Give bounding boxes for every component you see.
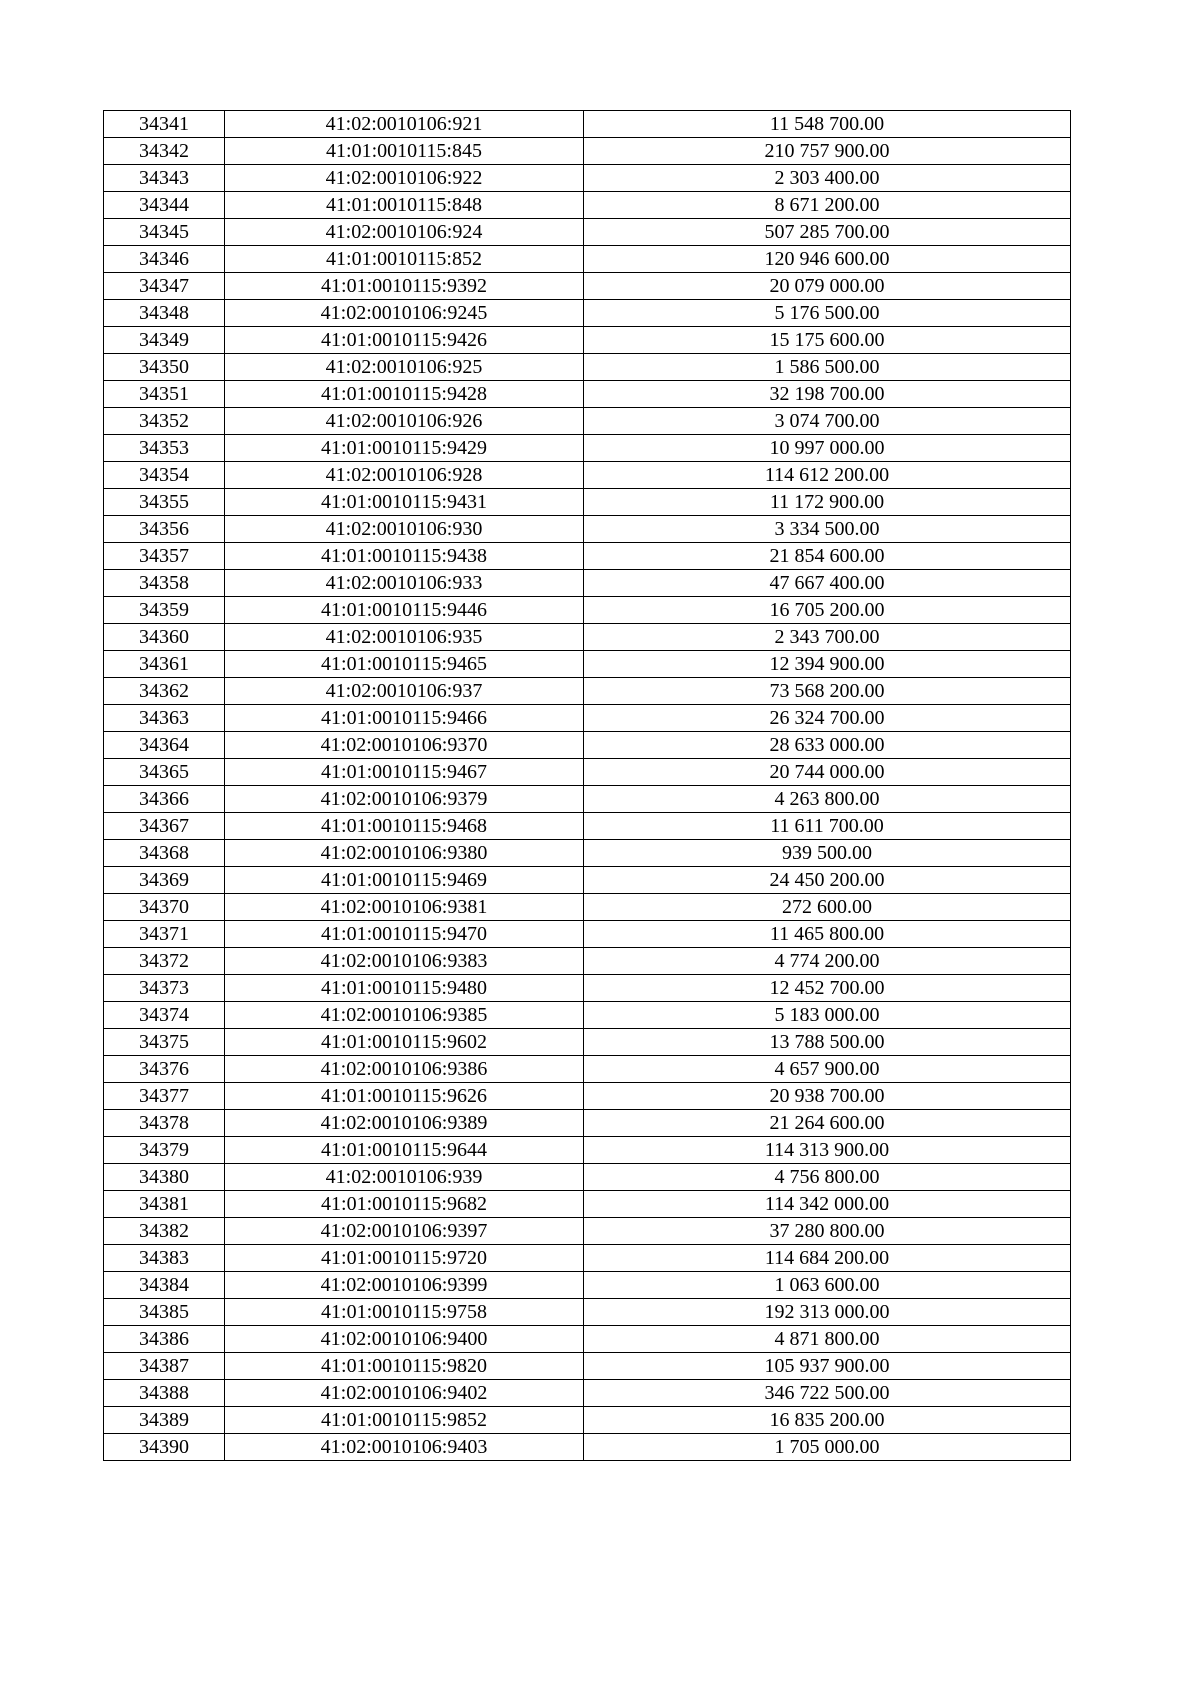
cadastral-number-cell: 41:01:0010115:9720 (225, 1245, 584, 1272)
cadastral-number-cell: 41:01:0010115:9428 (225, 381, 584, 408)
table-row (104, 1056, 1071, 1083)
cadastral-number-cell: 41:02:0010106:930 (225, 516, 584, 543)
cadastral-number-cell: 41:02:0010106:937 (225, 678, 584, 705)
row-number-cell: 34377 (104, 1083, 225, 1110)
table-row (104, 1326, 1071, 1353)
row-number-cell: 34374 (104, 1002, 225, 1029)
cadastral-value-cell: 272 600.00 (584, 894, 1071, 921)
row-number-cell: 34379 (104, 1137, 225, 1164)
row-number-cell: 34373 (104, 975, 225, 1002)
cadastral-number-cell: 41:02:0010106:939 (225, 1164, 584, 1191)
table-row (104, 408, 1071, 435)
row-number-cell: 34359 (104, 597, 225, 624)
cadastral-number-cell: 41:01:0010115:9467 (225, 759, 584, 786)
table-row (104, 1380, 1071, 1407)
cadastral-number-cell: 41:01:0010115:9392 (225, 273, 584, 300)
cadastral-value-cell: 3 334 500.00 (584, 516, 1071, 543)
table-row (104, 435, 1071, 462)
row-number-cell: 34368 (104, 840, 225, 867)
cadastral-number-cell: 41:02:0010106:9389 (225, 1110, 584, 1137)
row-number-cell: 34341 (104, 111, 225, 138)
cadastral-number-cell: 41:02:0010106:935 (225, 624, 584, 651)
table-row (104, 543, 1071, 570)
cadastral-value-cell: 1 705 000.00 (584, 1434, 1071, 1461)
cadastral-number-cell: 41:02:0010106:922 (225, 165, 584, 192)
cadastral-number-cell: 41:02:0010106:9403 (225, 1434, 584, 1461)
row-number-cell: 34360 (104, 624, 225, 651)
table-row (104, 111, 1071, 138)
cadastral-value-cell: 12 452 700.00 (584, 975, 1071, 1002)
table-row (104, 894, 1071, 921)
table-row (104, 1029, 1071, 1056)
table-row (104, 867, 1071, 894)
table-row (104, 732, 1071, 759)
cadastral-value-cell: 114 684 200.00 (584, 1245, 1071, 1272)
row-number-cell: 34362 (104, 678, 225, 705)
table-row (104, 516, 1071, 543)
cadastral-value-cell: 5 176 500.00 (584, 300, 1071, 327)
table-row (104, 921, 1071, 948)
cadastral-number-cell: 41:02:0010106:9385 (225, 1002, 584, 1029)
cadastral-number-cell: 41:01:0010115:9446 (225, 597, 584, 624)
row-number-cell: 34342 (104, 138, 225, 165)
cadastral-value-cell: 4 871 800.00 (584, 1326, 1071, 1353)
cadastral-number-cell: 41:01:0010115:9820 (225, 1353, 584, 1380)
cadastral-value-cell: 210 757 900.00 (584, 138, 1071, 165)
table-row (104, 813, 1071, 840)
cadastral-value-cell: 114 342 000.00 (584, 1191, 1071, 1218)
table-row (104, 1218, 1071, 1245)
cadastral-number-cell: 41:01:0010115:848 (225, 192, 584, 219)
row-number-cell: 34383 (104, 1245, 225, 1272)
table-row (104, 1002, 1071, 1029)
row-number-cell: 34366 (104, 786, 225, 813)
row-number-cell: 34380 (104, 1164, 225, 1191)
cadastral-value-cell: 47 667 400.00 (584, 570, 1071, 597)
cadastral-value-cell: 24 450 200.00 (584, 867, 1071, 894)
cadastral-number-cell: 41:02:0010106:9397 (225, 1218, 584, 1245)
cadastral-number-cell: 41:01:0010115:845 (225, 138, 584, 165)
cadastral-value-cell: 13 788 500.00 (584, 1029, 1071, 1056)
cadastral-number-cell: 41:02:0010106:9245 (225, 300, 584, 327)
table-body (104, 111, 1071, 1461)
cadastral-value-cell: 21 264 600.00 (584, 1110, 1071, 1137)
table-row (104, 273, 1071, 300)
table-row (104, 705, 1071, 732)
cadastral-number-cell: 41:01:0010115:9466 (225, 705, 584, 732)
cadastral-number-cell: 41:02:0010106:9383 (225, 948, 584, 975)
cadastral-value-cell: 507 285 700.00 (584, 219, 1071, 246)
table-row (104, 624, 1071, 651)
cadastral-value-cell: 4 263 800.00 (584, 786, 1071, 813)
cadastral-value-cell: 114 612 200.00 (584, 462, 1071, 489)
cadastral-value-cell: 3 074 700.00 (584, 408, 1071, 435)
table-row (104, 1164, 1071, 1191)
cadastral-number-cell: 41:02:0010106:926 (225, 408, 584, 435)
table-row (104, 354, 1071, 381)
table-row (104, 246, 1071, 273)
row-number-cell: 34363 (104, 705, 225, 732)
table-row (104, 1083, 1071, 1110)
cadastral-value-cell: 4 774 200.00 (584, 948, 1071, 975)
row-number-cell: 34349 (104, 327, 225, 354)
cadastral-number-cell: 41:02:0010106:9400 (225, 1326, 584, 1353)
cadastral-value-cell: 346 722 500.00 (584, 1380, 1071, 1407)
cadastral-value-cell: 16 835 200.00 (584, 1407, 1071, 1434)
row-number-cell: 34364 (104, 732, 225, 759)
cadastral-number-cell: 41:01:0010115:9852 (225, 1407, 584, 1434)
table-row (104, 1407, 1071, 1434)
table-row (104, 1137, 1071, 1164)
cadastral-value-cell: 20 938 700.00 (584, 1083, 1071, 1110)
cadastral-value-cell: 16 705 200.00 (584, 597, 1071, 624)
table-row (104, 1245, 1071, 1272)
row-number-cell: 34347 (104, 273, 225, 300)
cadastral-number-cell: 41:01:0010115:9758 (225, 1299, 584, 1326)
cadastral-value-cell: 120 946 600.00 (584, 246, 1071, 273)
row-number-cell: 34386 (104, 1326, 225, 1353)
row-number-cell: 34372 (104, 948, 225, 975)
cadastral-number-cell: 41:01:0010115:9602 (225, 1029, 584, 1056)
cadastral-value-cell: 12 394 900.00 (584, 651, 1071, 678)
table-row (104, 1353, 1071, 1380)
row-number-cell: 34344 (104, 192, 225, 219)
row-number-cell: 34346 (104, 246, 225, 273)
cadastral-number-cell: 41:02:0010106:925 (225, 354, 584, 381)
cadastral-number-cell: 41:02:0010106:9370 (225, 732, 584, 759)
cadastral-number-cell: 41:01:0010115:9468 (225, 813, 584, 840)
table-row (104, 300, 1071, 327)
cadastral-value-cell: 105 937 900.00 (584, 1353, 1071, 1380)
cadastral-value-cell: 21 854 600.00 (584, 543, 1071, 570)
cadastral-number-cell: 41:01:0010115:9470 (225, 921, 584, 948)
cadastral-value-cell: 20 079 000.00 (584, 273, 1071, 300)
cadastral-number-cell: 41:01:0010115:9480 (225, 975, 584, 1002)
row-number-cell: 34382 (104, 1218, 225, 1245)
table-row (104, 759, 1071, 786)
cadastral-number-cell: 41:01:0010115:9429 (225, 435, 584, 462)
cadastral-number-cell: 41:02:0010106:921 (225, 111, 584, 138)
cadastral-value-cell: 2 303 400.00 (584, 165, 1071, 192)
table-row (104, 1272, 1071, 1299)
cadastral-value-cell: 192 313 000.00 (584, 1299, 1071, 1326)
cadastral-number-cell: 41:01:0010115:9431 (225, 489, 584, 516)
table-row (104, 381, 1071, 408)
cadastral-value-cell: 11 611 700.00 (584, 813, 1071, 840)
cadastral-number-cell: 41:01:0010115:852 (225, 246, 584, 273)
table-row (104, 948, 1071, 975)
row-number-cell: 34367 (104, 813, 225, 840)
cadastral-number-cell: 41:01:0010115:9438 (225, 543, 584, 570)
table-row (104, 786, 1071, 813)
cadastral-number-cell: 41:02:0010106:9399 (225, 1272, 584, 1299)
cadastral-value-cell: 11 548 700.00 (584, 111, 1071, 138)
table-row (104, 327, 1071, 354)
cadastral-value-cell: 114 313 900.00 (584, 1137, 1071, 1164)
row-number-cell: 34348 (104, 300, 225, 327)
cadastral-value-cell: 15 175 600.00 (584, 327, 1071, 354)
cadastral-value-cell: 10 997 000.00 (584, 435, 1071, 462)
cadastral-value-cell: 5 183 000.00 (584, 1002, 1071, 1029)
table-row (104, 975, 1071, 1002)
row-number-cell: 34365 (104, 759, 225, 786)
row-number-cell: 34390 (104, 1434, 225, 1461)
row-number-cell: 34381 (104, 1191, 225, 1218)
row-number-cell: 34352 (104, 408, 225, 435)
table-row (104, 138, 1071, 165)
cadastral-number-cell: 41:02:0010106:928 (225, 462, 584, 489)
table-row (104, 678, 1071, 705)
cadastral-value-cell: 37 280 800.00 (584, 1218, 1071, 1245)
cadastral-value-cell: 32 198 700.00 (584, 381, 1071, 408)
row-number-cell: 34384 (104, 1272, 225, 1299)
row-number-cell: 34388 (104, 1380, 225, 1407)
cadastral-number-cell: 41:01:0010115:9469 (225, 867, 584, 894)
row-number-cell: 34369 (104, 867, 225, 894)
cadastral-value-cell: 26 324 700.00 (584, 705, 1071, 732)
cadastral-number-cell: 41:01:0010115:9626 (225, 1083, 584, 1110)
cadastral-value-cell: 11 465 800.00 (584, 921, 1071, 948)
table-row (104, 1110, 1071, 1137)
cadastral-value-cell: 73 568 200.00 (584, 678, 1071, 705)
table-row (104, 1434, 1071, 1461)
cadastral-value-table (103, 110, 1071, 1461)
row-number-cell: 34376 (104, 1056, 225, 1083)
row-number-cell: 34389 (104, 1407, 225, 1434)
table-row (104, 165, 1071, 192)
table-row (104, 1191, 1071, 1218)
table-row (104, 192, 1071, 219)
table-row (104, 651, 1071, 678)
cadastral-number-cell: 41:01:0010115:9644 (225, 1137, 584, 1164)
row-number-cell: 34357 (104, 543, 225, 570)
row-number-cell: 34355 (104, 489, 225, 516)
cadastral-value-cell: 939 500.00 (584, 840, 1071, 867)
table-row (104, 570, 1071, 597)
cadastral-number-cell: 41:02:0010106:9402 (225, 1380, 584, 1407)
cadastral-number-cell: 41:01:0010115:9682 (225, 1191, 584, 1218)
cadastral-number-cell: 41:02:0010106:924 (225, 219, 584, 246)
table-row (104, 462, 1071, 489)
row-number-cell: 34361 (104, 651, 225, 678)
cadastral-number-cell: 41:02:0010106:9381 (225, 894, 584, 921)
row-number-cell: 34375 (104, 1029, 225, 1056)
row-number-cell: 34351 (104, 381, 225, 408)
cadastral-value-cell: 20 744 000.00 (584, 759, 1071, 786)
row-number-cell: 34356 (104, 516, 225, 543)
row-number-cell: 34358 (104, 570, 225, 597)
cadastral-value-cell: 4 756 800.00 (584, 1164, 1071, 1191)
row-number-cell: 34370 (104, 894, 225, 921)
table-row (104, 1299, 1071, 1326)
cadastral-value-cell: 11 172 900.00 (584, 489, 1071, 516)
row-number-cell: 34353 (104, 435, 225, 462)
cadastral-number-cell: 41:02:0010106:9386 (225, 1056, 584, 1083)
row-number-cell: 34387 (104, 1353, 225, 1380)
cadastral-value-cell: 28 633 000.00 (584, 732, 1071, 759)
cadastral-number-cell: 41:02:0010106:933 (225, 570, 584, 597)
cadastral-value-cell: 2 343 700.00 (584, 624, 1071, 651)
row-number-cell: 34354 (104, 462, 225, 489)
cadastral-number-cell: 41:01:0010115:9465 (225, 651, 584, 678)
table-row (104, 219, 1071, 246)
row-number-cell: 34350 (104, 354, 225, 381)
row-number-cell: 34385 (104, 1299, 225, 1326)
row-number-cell: 34371 (104, 921, 225, 948)
cadastral-value-cell: 8 671 200.00 (584, 192, 1071, 219)
table-row (104, 597, 1071, 624)
row-number-cell: 34378 (104, 1110, 225, 1137)
table-row (104, 489, 1071, 516)
cadastral-number-cell: 41:02:0010106:9380 (225, 840, 584, 867)
cadastral-number-cell: 41:01:0010115:9426 (225, 327, 584, 354)
table-row (104, 840, 1071, 867)
cadastral-value-cell: 1 063 600.00 (584, 1272, 1071, 1299)
cadastral-value-cell: 4 657 900.00 (584, 1056, 1071, 1083)
row-number-cell: 34345 (104, 219, 225, 246)
cadastral-number-cell: 41:02:0010106:9379 (225, 786, 584, 813)
cadastral-value-cell: 1 586 500.00 (584, 354, 1071, 381)
row-number-cell: 34343 (104, 165, 225, 192)
